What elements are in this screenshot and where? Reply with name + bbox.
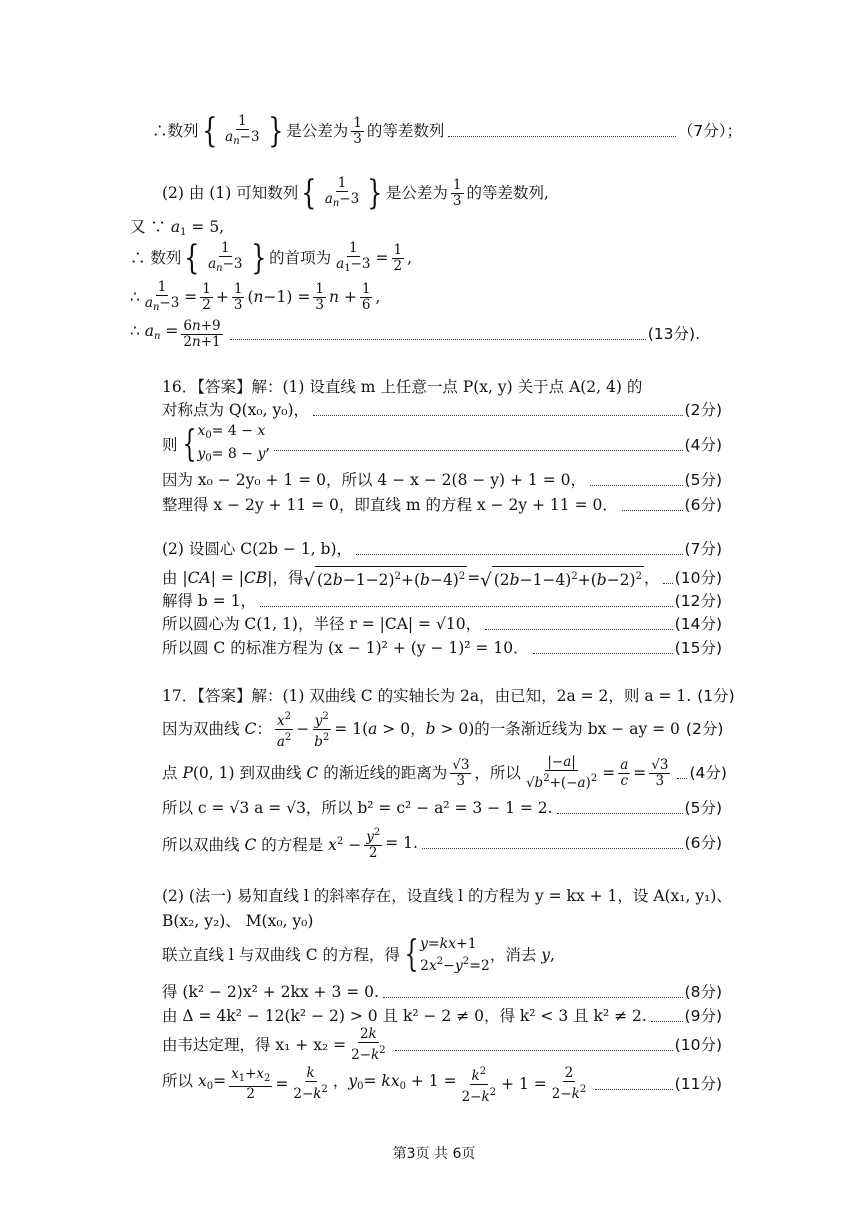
line-25: 得 (k² − 2)x² + 2kx + 3 = 0. (8分) (162, 983, 722, 1001)
line-28: 所以 $x_0=$ $\frac{x_1+x_2}{2}$ = $\frac{k}{2-k^2}$ ，$y_0= kx_0 + 1$ = $\frac{k^2}{2-k^2}$ + 1 = $\frac{2}{2-k^2}$ (11分) (162, 1065, 722, 1105)
line-20: 所以 c = √3 a = √3，所以 b² = c² − a² = 3 − 1 = 2. (5分) (162, 799, 722, 817)
line-17: 17．【答案】解：(1) 双曲线 C 的实轴长为 2a，由已知，2a = 2，则 a = 1. (1分) (162, 687, 735, 705)
line-13: 由 |CA| = |CB|，得 √ $(2b-1-2)^2+(b-4)^2$ = √ $(2b-1-4)^2+(b-2)^2$ ， (10分) (162, 565, 722, 591)
line-12: (2) 设圆心 C(2b − 1, b)， (7分) (162, 540, 722, 558)
score-mark: （7分）； (677, 122, 742, 140)
page-footer: 第3页 共 6页 (392, 1146, 476, 1162)
line-2: (2) 由 (1) 可知数列 { $\frac{1}{a_n-3}$ } 是公差为 $\frac{1}{3}$ 的等差数列, (162, 173, 549, 213)
line-18: 因为双曲线 C： $\frac{x^2}{a^2}$ − $\frac{y^2}{b^2}$ = 1(a > 0，b > 0) 的一条渐近线为 bx − ay = 0 (2分) (162, 710, 724, 750)
line-7: 16．【答案】解：(1) 设直线 m 上任意一点 P(x, y) 关于点 A(2, 4) 的 (162, 378, 643, 396)
line-3: 又 ∵ $a_1 = 5$, (130, 218, 225, 238)
line-6: ∴ $a_n$ = $\frac{6n+9}{2n+1}$ (13分). (130, 317, 700, 350)
line-8: 对称点为 Q(x₀, y₀)， (2分) (162, 401, 722, 419)
line-24: 联立直线 l 与双曲线 C 的方程，得 { y=kx+1 $2x^2-y^2=2$ ，消去 y, (162, 934, 555, 975)
line-5: ∴ $\frac{1}{a_n-3}$ = $\frac{1}{2}$ + $\frac{1}{3}$ (n−1) = $\frac{1}{3}$ n + $\frac{1}{6}$ , (130, 278, 381, 313)
line-21: 所以双曲线 C 的方程是 $x^2$ − $\frac{y^2}{2}$ = 1. (6分) (162, 827, 722, 861)
line-23: B(x₂, y₂)、 M(x₀, y₀) (162, 912, 314, 930)
line-26: 由 Δ = 4k² − 12(k² − 2) > 0 且 k² − 2 ≠ 0，得 k² < 3 且 k² ≠ 2. (9分) (162, 1007, 722, 1025)
line-15: 所以圆心为 C(1, 1)，半径 r = |CA| = √10， (14分) (162, 615, 722, 633)
line-10: 因为 x₀ − 2y₀ + 1 = 0，所以 4 − x − 2(8 − y) + 1 = 0， (5分) (162, 471, 722, 489)
line-22: (2) (法一) 易知直线 l 的斜率存在，设直线 l 的方程为 y = kx + 1，设 A(x₁, y₁)、 (162, 887, 732, 905)
line-1: ∴数列 { $\frac{1}{a_n-3}$ } 是公差为 $\frac{1}{3}$ 的等差数列 （7分）； (152, 111, 742, 151)
line-9: 则 { $x_0= 4 - x$ $y_0= 8 - y$ , (4分) (162, 423, 722, 465)
line-27: 由韦达定理，得 x₁ + x₂ = $\frac{2k}{2-k^2}$ (10分) (162, 1026, 722, 1063)
line-19: 点 P(0, 1) 到双曲线 C 的渐近线的距离为 $\frac{√3}{3}$ ，所以 $\frac{|-a|}{√b^2+(-a)^2}$ = $\frac{a}{c}$ = $\frac{√3}{3}$ (4分) (162, 754, 727, 791)
line-4: ∴ 数列 { $\frac{1}{a_n-3}$ } 的首项为 $\frac{1}{a_1-3}$ = $\frac{1}{2}$ , (130, 238, 413, 278)
line-11: 整理得 x − 2y + 11 = 0，即直线 m 的方程 x − 2y + 11 = 0． (6分) (162, 496, 722, 514)
line-16: 所以圆 C 的标准方程为 (x − 1)² + (y − 1)² = 10． (15分) (162, 639, 722, 657)
line-14: 解得 b = 1， (12分) (162, 592, 722, 610)
